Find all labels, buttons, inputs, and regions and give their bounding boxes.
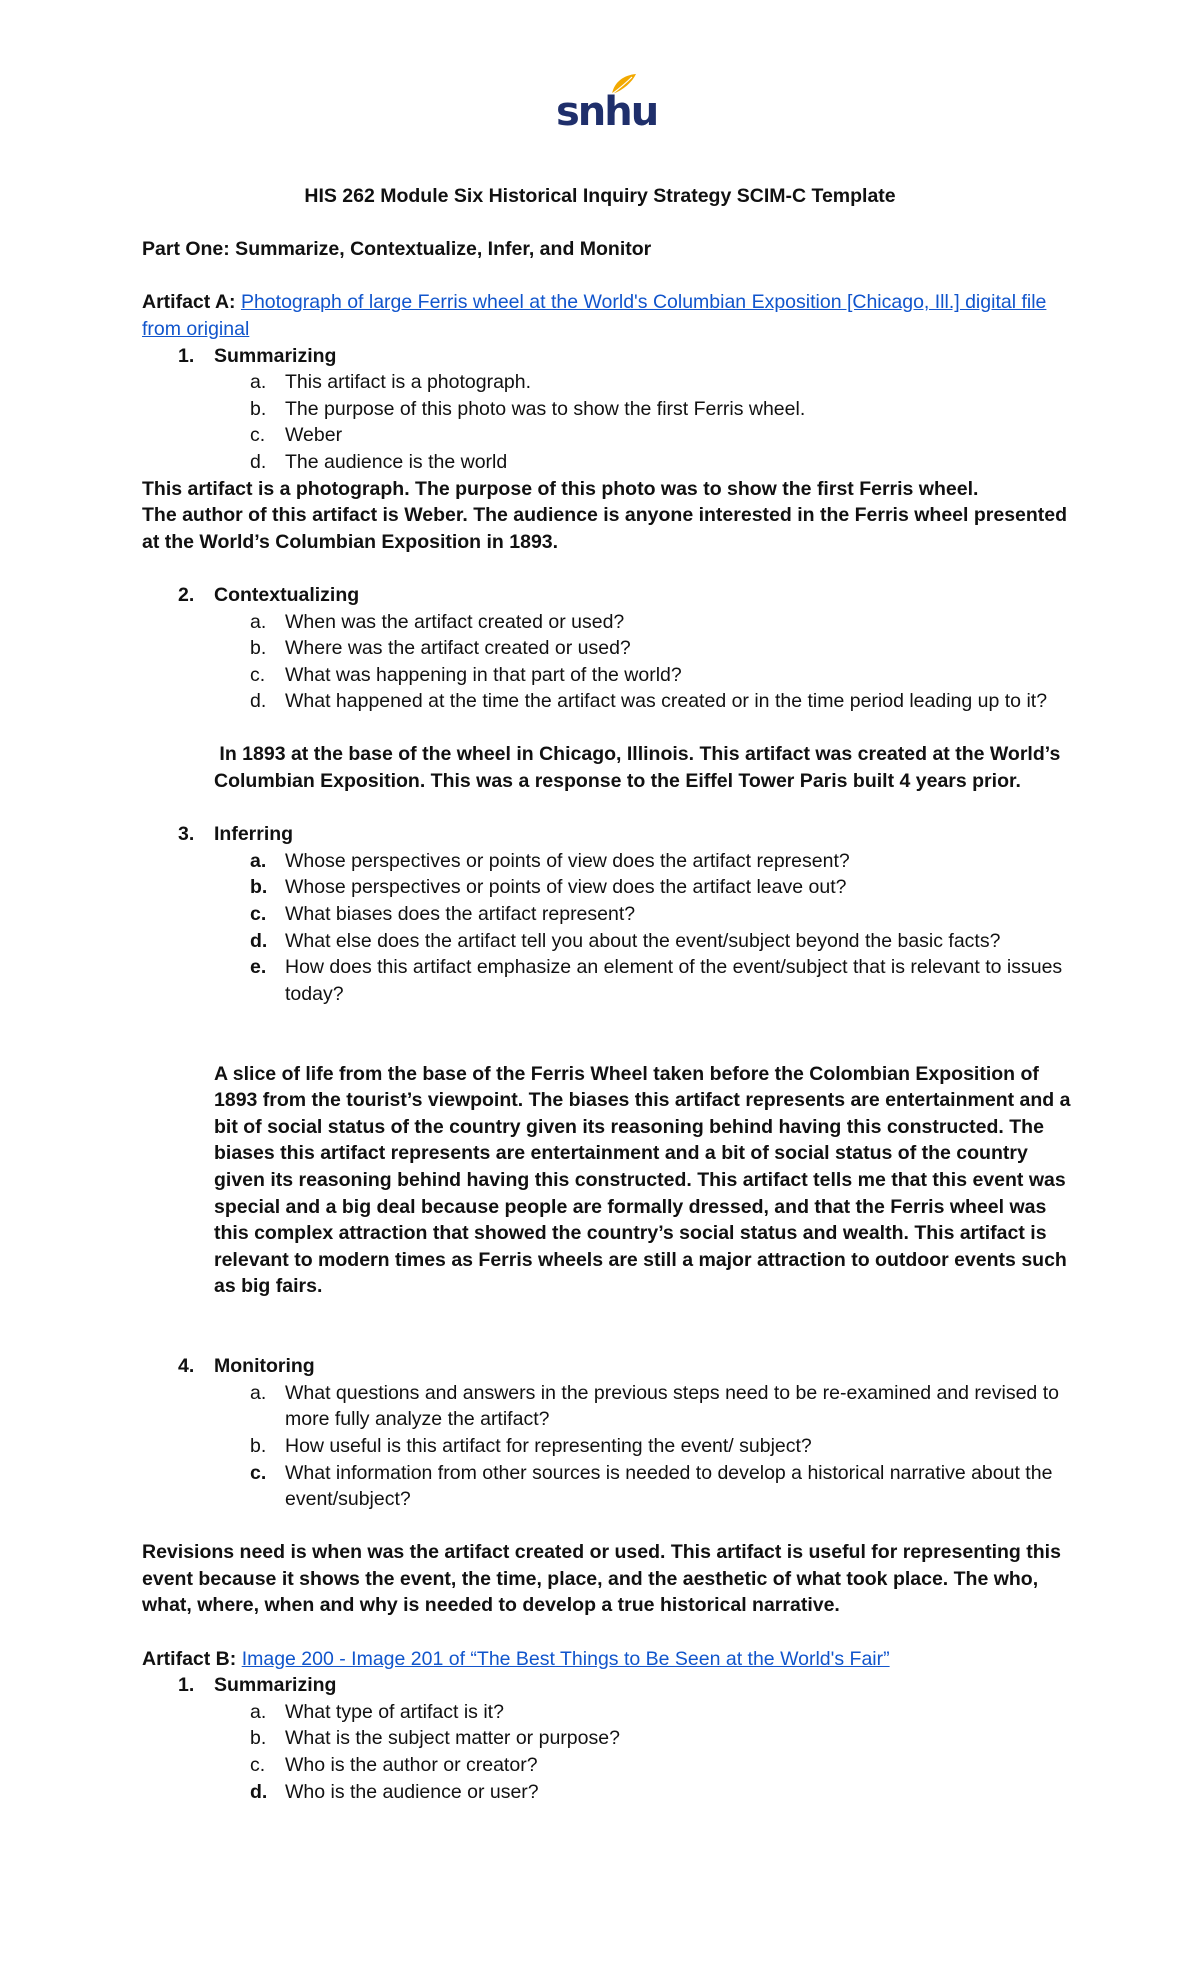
summarizing-answer-line: The author of this artifact is Weber. The audience is anyone interested in the Ferris wheel presented xyxy=(142,504,1068,527)
list-letter: a. xyxy=(250,1381,267,1404)
list-item xyxy=(142,901,1072,928)
a-summarizing-heading xyxy=(142,343,1072,370)
list-item-text: Weber xyxy=(285,424,343,447)
a-contextualizing-heading xyxy=(142,582,1072,609)
list-item-text: Who is the author or creator? xyxy=(285,1754,538,1777)
list-item-text: Who is the audience or user? xyxy=(285,1780,539,1803)
list-item-text: What questions and answers in the previous steps need to be re-examined and revised to more fully analyze the artifact? xyxy=(285,1381,1059,1431)
section-heading: Contextualizing xyxy=(214,583,360,606)
list-item-text: What happened at the time the artifact was created or in the time period leading up to it? xyxy=(285,690,1048,713)
list-item-text: What information from other sources is needed to develop a historical narrative about the event/subject? xyxy=(285,1461,1053,1511)
list-item xyxy=(142,1725,1072,1752)
list-item-text: How useful is this artifact for representing the event/ subject? xyxy=(285,1434,812,1457)
list-item xyxy=(142,1779,1072,1806)
list-item-text: The purpose of this photo was to show the first Ferris wheel. xyxy=(285,397,806,420)
monitoring-answer: Revisions need is when was the artifact created or used. This artifact is useful for representing this event because it shows the event, the time, place, and the aesthetic of what took place. The who, what, where, when and why is needed to develop a true historical narrative. xyxy=(142,1541,1061,1617)
list-letter: d. xyxy=(250,929,268,952)
list-item xyxy=(142,1380,1072,1433)
list-letter: c. xyxy=(250,663,266,686)
list-letter: a. xyxy=(250,1700,267,1723)
list-item xyxy=(142,422,1072,449)
list-item xyxy=(142,1433,1072,1460)
list-letter: a. xyxy=(250,849,267,872)
document-body xyxy=(142,183,1072,1805)
list-item-text: Whose perspectives or points of view does the artifact leave out? xyxy=(285,876,847,899)
list-number: 3. xyxy=(178,823,195,846)
list-letter: c. xyxy=(250,1754,266,1777)
list-letter: d. xyxy=(250,1780,268,1803)
list-letter: e. xyxy=(250,956,267,979)
list-item xyxy=(142,635,1072,662)
snhu-logo xyxy=(556,72,658,142)
list-item-text: This artifact is a photograph. xyxy=(285,371,532,394)
list-item xyxy=(142,688,1072,715)
list-item-text: What type of artifact is it? xyxy=(285,1700,504,1723)
list-letter: a. xyxy=(250,610,267,633)
list-item xyxy=(142,1699,1072,1726)
summarizing-answer-line: This artifact is a photograph. The purpose of this photo was to show the first Ferris wheel. xyxy=(142,477,979,500)
list-item xyxy=(142,396,1072,423)
section-heading: Summarizing xyxy=(214,344,337,367)
list-letter: b. xyxy=(250,637,267,660)
a-inferring-heading xyxy=(142,821,1072,848)
list-number: 1. xyxy=(178,1674,195,1697)
inferring-answer: A slice of life from the base of the Ferris Wheel taken before the Colombian Exposition of 1893 from the tourist’s viewpoint. The biases this artifact represents are entertainment and a bit of social status of the country given its reasoning behind having this constructed. The biases this artifact represents are entertainment and a bit of social status of the country given its reasoning behind having this constructed. This artifact tells me that this event was special and a big deal because people are formally dressed, and that the Ferris wheel was this complex attraction that showed the country’s social status and wealth. This artifact is relevant to modern times as Ferris wheels are still a major attraction to outdoor events such as big fairs. xyxy=(214,1062,1071,1298)
list-letter: b. xyxy=(250,397,267,420)
list-item-text: What is the subject matter or purpose? xyxy=(285,1727,620,1750)
list-item xyxy=(142,449,1072,476)
list-letter: b. xyxy=(250,1727,267,1750)
artifact-a-link-continued[interactable]: from original xyxy=(142,317,250,340)
artifact-a-label: Artifact A: xyxy=(142,291,236,314)
list-item-text: What else does the artifact tell you about the event/subject beyond the basic facts? xyxy=(285,929,1001,952)
artifact-a-link[interactable]: Photograph of large Ferris wheel at the World's Columbian Exposition [Chicago, Ill.] digital file xyxy=(240,291,1047,314)
list-letter: b. xyxy=(250,1434,267,1457)
list-item-text: When was the artifact created or used? xyxy=(285,610,625,633)
list-letter: c. xyxy=(250,424,266,447)
list-item-text: Where was the artifact created or used? xyxy=(285,637,631,660)
logo-text: snhu xyxy=(556,89,658,135)
list-item-text: Whose perspectives or points of view does the artifact represent? xyxy=(285,849,850,872)
a-monitoring-heading xyxy=(142,1353,1072,1380)
list-item xyxy=(142,928,1072,955)
list-letter: d. xyxy=(250,690,267,713)
list-item xyxy=(142,1752,1072,1779)
artifact-b-line xyxy=(142,1646,1072,1673)
artifact-b-label: Artifact B: xyxy=(142,1647,237,1670)
list-item-text: What was happening in that part of the world? xyxy=(285,663,682,686)
list-item xyxy=(142,1460,1072,1513)
contextualizing-answer: In 1893 at the base of the wheel in Chicago, Illinois. This artifact was created at the World’s Columbian Exposition. This was a response to the Eiffel Tower Paris built 4 years prior. xyxy=(214,743,1066,793)
list-item xyxy=(142,954,1072,1007)
list-letter: c. xyxy=(250,903,267,926)
list-item-text: What biases does the artifact represent? xyxy=(285,903,636,926)
summarizing-answer-line: at the World’s Columbian Exposition in 1893. xyxy=(142,530,559,553)
list-letter: d. xyxy=(250,450,267,473)
document-title: HIS 262 Module Six Historical Inquiry Strategy SCIM-C Template xyxy=(304,185,896,207)
list-item xyxy=(142,848,1072,875)
artifact-a-link-continued-line xyxy=(142,316,1072,343)
list-number: 4. xyxy=(178,1355,195,1378)
list-letter: a. xyxy=(250,371,267,394)
list-item xyxy=(142,369,1072,396)
artifact-a-line xyxy=(142,289,1072,316)
list-item xyxy=(142,609,1072,636)
section-heading: Summarizing xyxy=(214,1674,337,1697)
list-number: 2. xyxy=(178,583,195,606)
artifact-b-link[interactable]: Image 200 - Image 201 of “The Best Things to Be Seen at the World's Fair” xyxy=(241,1647,890,1670)
section-heading: Monitoring xyxy=(214,1355,315,1378)
part-one-heading: Part One: Summarize, Contextualize, Infer, and Monitor xyxy=(142,238,652,261)
section-heading: Inferring xyxy=(214,823,294,846)
list-number: 1. xyxy=(178,344,195,367)
list-letter: b. xyxy=(250,876,268,899)
list-item-text: How does this artifact emphasize an element of the event/subject that is relevant to issues today? xyxy=(285,956,1063,1005)
b-summarizing-heading xyxy=(142,1672,1072,1699)
list-letter: c. xyxy=(250,1461,267,1484)
list-item-text: The audience is the world xyxy=(285,450,508,473)
list-item xyxy=(142,662,1072,689)
list-item xyxy=(142,874,1072,901)
